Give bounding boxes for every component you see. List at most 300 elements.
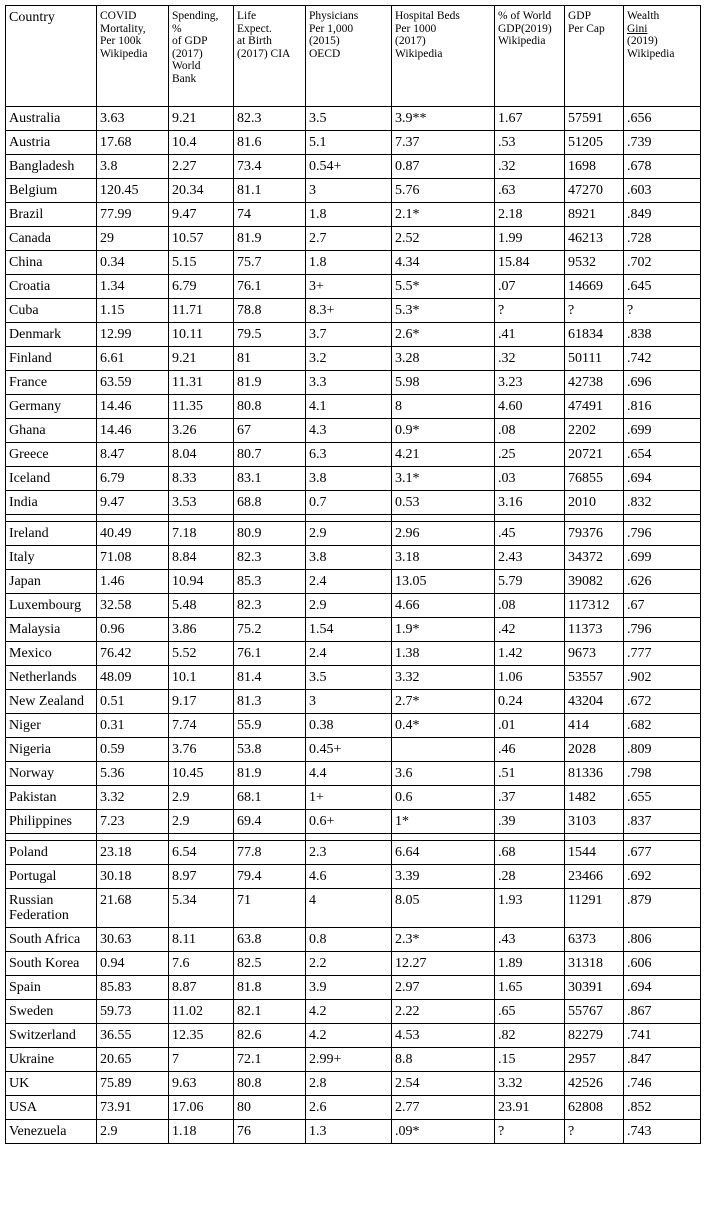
cell-gdp-per-capita: 42738: [565, 371, 624, 395]
cell-wealth-gini: .654: [624, 443, 701, 467]
cell-wealth-gini: .677: [624, 841, 701, 865]
cell-hospital-beds: 13.05: [392, 570, 495, 594]
cell-physicians: 4.3: [306, 419, 392, 443]
cell-life-expectancy: 82.3: [234, 107, 306, 131]
cell-life-expectancy: 80.7: [234, 443, 306, 467]
cell-world-gdp-share: 23.91: [495, 1096, 565, 1120]
cell-life-expectancy: 82.3: [234, 594, 306, 618]
cell-wealth-gini: .696: [624, 371, 701, 395]
cell-world-gdp-share: 0.24: [495, 690, 565, 714]
cell-gdp-per-capita: 11291: [565, 889, 624, 928]
cell-physicians: 0.45+: [306, 738, 392, 762]
table-row: [6, 227, 701, 251]
cell-life-expectancy: 81.9: [234, 762, 306, 786]
cell-physicians: 0.8: [306, 928, 392, 952]
cell-hospital-beds: 4.34: [392, 251, 495, 275]
cell-world-gdp-share: .46: [495, 738, 565, 762]
cell-hospital-beds: 3.18: [392, 546, 495, 570]
cell-life-expectancy: 76.1: [234, 642, 306, 666]
cell-hospital-beds: 0.6: [392, 786, 495, 810]
cell-covid-mortality: 0.94: [97, 952, 169, 976]
cell-country: Philippines: [6, 810, 97, 834]
cell-hospital-beds: 5.3*: [392, 299, 495, 323]
cell-physicians: 8.3+: [306, 299, 392, 323]
cell-covid-mortality: 0.34: [97, 251, 169, 275]
cell-covid-mortality: 0.59: [97, 738, 169, 762]
cell-world-gdp-share: .01: [495, 714, 565, 738]
cell-life-expectancy: 82.1: [234, 1000, 306, 1024]
table-row: [6, 1048, 701, 1072]
table-row: [6, 522, 701, 546]
cell-gdp-per-capita: 117312: [565, 594, 624, 618]
table-row: [6, 299, 701, 323]
cell-covid-mortality: 20.65: [97, 1048, 169, 1072]
cell-physicians: 4.1: [306, 395, 392, 419]
cell-wealth-gini: .692: [624, 865, 701, 889]
cell-hospital-beds: 2.22: [392, 1000, 495, 1024]
cell-covid-mortality: 14.46: [97, 419, 169, 443]
cell-wealth-gini: .879: [624, 889, 701, 928]
table-row: [6, 275, 701, 299]
cell-health-spending: 9.17: [169, 690, 234, 714]
cell-wealth-gini: .702: [624, 251, 701, 275]
cell-covid-mortality: 0.51: [97, 690, 169, 714]
cell-covid-mortality: 5.36: [97, 762, 169, 786]
cell-country: France: [6, 371, 97, 395]
cell-world-gdp-share: .32: [495, 155, 565, 179]
cell-world-gdp-share: 1.99: [495, 227, 565, 251]
cell-health-spending: 5.52: [169, 642, 234, 666]
table-row: [6, 976, 701, 1000]
table-row: [6, 570, 701, 594]
cell-country: Luxembourg: [6, 594, 97, 618]
table-row: [6, 203, 701, 227]
cell-country: Malaysia: [6, 618, 97, 642]
spacer-cell: [169, 834, 234, 841]
cell-wealth-gini: .645: [624, 275, 701, 299]
cell-health-spending: 5.34: [169, 889, 234, 928]
cell-gdp-per-capita: 34372: [565, 546, 624, 570]
table-row: [6, 690, 701, 714]
cell-life-expectancy: 82.5: [234, 952, 306, 976]
cell-gdp-per-capita: 9673: [565, 642, 624, 666]
cell-health-spending: 9.47: [169, 203, 234, 227]
cell-physicians: 0.38: [306, 714, 392, 738]
cell-hospital-beds: 0.87: [392, 155, 495, 179]
cell-life-expectancy: 81.3: [234, 690, 306, 714]
table-row: [6, 419, 701, 443]
cell-world-gdp-share: 3.32: [495, 1072, 565, 1096]
cell-physicians: 2.3: [306, 841, 392, 865]
cell-life-expectancy: 81.4: [234, 666, 306, 690]
cell-covid-mortality: 7.23: [97, 810, 169, 834]
cell-gdp-per-capita: 20721: [565, 443, 624, 467]
cell-life-expectancy: 79.5: [234, 323, 306, 347]
cell-physicians: 0.54+: [306, 155, 392, 179]
cell-hospital-beds: 8.8: [392, 1048, 495, 1072]
cell-life-expectancy: 53.8: [234, 738, 306, 762]
cell-physicians: 1.8: [306, 203, 392, 227]
cell-health-spending: 8.84: [169, 546, 234, 570]
cell-hospital-beds: 1.38: [392, 642, 495, 666]
cell-gdp-per-capita: 8921: [565, 203, 624, 227]
cell-hospital-beds: 2.7*: [392, 690, 495, 714]
table-row: [6, 952, 701, 976]
cell-physicians: 2.8: [306, 1072, 392, 1096]
spacer-cell: [169, 515, 234, 522]
spacer-row: [6, 515, 701, 522]
cell-gdp-per-capita: 3103: [565, 810, 624, 834]
cell-covid-mortality: 120.45: [97, 179, 169, 203]
cell-country: South Africa: [6, 928, 97, 952]
cell-life-expectancy: 78.8: [234, 299, 306, 323]
cell-gdp-per-capita: 82279: [565, 1024, 624, 1048]
cell-world-gdp-share: .53: [495, 131, 565, 155]
spacer-cell: [495, 515, 565, 522]
cell-country: Japan: [6, 570, 97, 594]
data-table-container: [5, 5, 700, 1144]
cell-world-gdp-share: 2.43: [495, 546, 565, 570]
cell-country: New Zealand: [6, 690, 97, 714]
cell-covid-mortality: 48.09: [97, 666, 169, 690]
cell-covid-mortality: 21.68: [97, 889, 169, 928]
header-country: Country: [6, 6, 97, 107]
cell-health-spending: 8.11: [169, 928, 234, 952]
cell-life-expectancy: 68.1: [234, 786, 306, 810]
cell-health-spending: 1.18: [169, 1120, 234, 1144]
table-row: [6, 1024, 701, 1048]
cell-gdp-per-capita: 50111: [565, 347, 624, 371]
cell-gdp-per-capita: 62808: [565, 1096, 624, 1120]
cell-hospital-beds: 3.28: [392, 347, 495, 371]
cell-health-spending: 10.4: [169, 131, 234, 155]
table-row: [6, 889, 701, 928]
table-row: [6, 347, 701, 371]
table-row: [6, 323, 701, 347]
cell-life-expectancy: 81: [234, 347, 306, 371]
table-row: [6, 714, 701, 738]
cell-physicians: 3.5: [306, 666, 392, 690]
cell-life-expectancy: 83.1: [234, 467, 306, 491]
cell-country: Pakistan: [6, 786, 97, 810]
cell-hospital-beds: 1*: [392, 810, 495, 834]
cell-wealth-gini: .728: [624, 227, 701, 251]
cell-health-spending: 7: [169, 1048, 234, 1072]
cell-gdp-per-capita: 31318: [565, 952, 624, 976]
cell-hospital-beds: 2.52: [392, 227, 495, 251]
cell-world-gdp-share: .41: [495, 323, 565, 347]
cell-physicians: 3.8: [306, 467, 392, 491]
cell-country: Brazil: [6, 203, 97, 227]
cell-physicians: 1.8: [306, 251, 392, 275]
cell-gdp-per-capita: 57591: [565, 107, 624, 131]
cell-country: Ireland: [6, 522, 97, 546]
cell-country: Germany: [6, 395, 97, 419]
table-row: [6, 467, 701, 491]
table-row: [6, 642, 701, 666]
table-row: [6, 738, 701, 762]
cell-covid-mortality: 1.46: [97, 570, 169, 594]
cell-gdp-per-capita: 6373: [565, 928, 624, 952]
cell-covid-mortality: 40.49: [97, 522, 169, 546]
cell-covid-mortality: 73.91: [97, 1096, 169, 1120]
cell-world-gdp-share: 2.18: [495, 203, 565, 227]
table-row: [6, 491, 701, 515]
cell-covid-mortality: 12.99: [97, 323, 169, 347]
cell-life-expectancy: 72.1: [234, 1048, 306, 1072]
cell-world-gdp-share: .08: [495, 594, 565, 618]
cell-wealth-gini: .672: [624, 690, 701, 714]
cell-hospital-beds: .09*: [392, 1120, 495, 1144]
cell-physicians: 5.1: [306, 131, 392, 155]
cell-health-spending: 8.97: [169, 865, 234, 889]
cell-physicians: 2.4: [306, 570, 392, 594]
cell-health-spending: 3.76: [169, 738, 234, 762]
cell-world-gdp-share: 1.65: [495, 976, 565, 1000]
cell-health-spending: 9.21: [169, 107, 234, 131]
cell-wealth-gini: .694: [624, 976, 701, 1000]
cell-wealth-gini: .838: [624, 323, 701, 347]
cell-covid-mortality: 30.18: [97, 865, 169, 889]
cell-health-spending: 11.71: [169, 299, 234, 323]
cell-covid-mortality: 1.15: [97, 299, 169, 323]
cell-life-expectancy: 67: [234, 419, 306, 443]
cell-wealth-gini: .682: [624, 714, 701, 738]
cell-hospital-beds: 2.77: [392, 1096, 495, 1120]
cell-gdp-per-capita: 14669: [565, 275, 624, 299]
cell-health-spending: 20.34: [169, 179, 234, 203]
cell-country: Croatia: [6, 275, 97, 299]
cell-wealth-gini: .655: [624, 786, 701, 810]
cell-wealth-gini: .656: [624, 107, 701, 131]
cell-life-expectancy: 81.6: [234, 131, 306, 155]
cell-covid-mortality: 6.79: [97, 467, 169, 491]
table-row: [6, 928, 701, 952]
cell-life-expectancy: 81.9: [234, 227, 306, 251]
cell-world-gdp-share: 1.42: [495, 642, 565, 666]
table-row: [6, 1072, 701, 1096]
cell-health-spending: 12.35: [169, 1024, 234, 1048]
cell-country: Ghana: [6, 419, 97, 443]
cell-country: Nigeria: [6, 738, 97, 762]
cell-gdp-per-capita: ?: [565, 1120, 624, 1144]
health-statistics-table: [5, 5, 701, 1144]
cell-country: South Korea: [6, 952, 97, 976]
cell-covid-mortality: 30.63: [97, 928, 169, 952]
cell-life-expectancy: 81.1: [234, 179, 306, 203]
cell-wealth-gini: .832: [624, 491, 701, 515]
cell-wealth-gini: .746: [624, 1072, 701, 1096]
cell-country: India: [6, 491, 97, 515]
cell-country: Poland: [6, 841, 97, 865]
cell-covid-mortality: 71.08: [97, 546, 169, 570]
cell-hospital-beds: 0.9*: [392, 419, 495, 443]
cell-wealth-gini: .796: [624, 522, 701, 546]
cell-country: Italy: [6, 546, 97, 570]
cell-life-expectancy: 76.1: [234, 275, 306, 299]
cell-hospital-beds: 12.27: [392, 952, 495, 976]
cell-life-expectancy: 80.8: [234, 1072, 306, 1096]
cell-health-spending: 7.6: [169, 952, 234, 976]
cell-world-gdp-share: 15.84: [495, 251, 565, 275]
cell-covid-mortality: 6.61: [97, 347, 169, 371]
cell-health-spending: 3.53: [169, 491, 234, 515]
cell-hospital-beds: 6.64: [392, 841, 495, 865]
cell-physicians: 3: [306, 690, 392, 714]
table-row: [6, 594, 701, 618]
cell-hospital-beds: 4.66: [392, 594, 495, 618]
cell-gdp-per-capita: 43204: [565, 690, 624, 714]
cell-country: Austria: [6, 131, 97, 155]
cell-life-expectancy: 77.8: [234, 841, 306, 865]
table-row: [6, 179, 701, 203]
cell-covid-mortality: 3.63: [97, 107, 169, 131]
cell-world-gdp-share: .32: [495, 347, 565, 371]
cell-physicians: 2.99+: [306, 1048, 392, 1072]
cell-physicians: 2.4: [306, 642, 392, 666]
cell-wealth-gini: .699: [624, 419, 701, 443]
spacer-cell: [97, 834, 169, 841]
cell-wealth-gini: .678: [624, 155, 701, 179]
cell-hospital-beds: 3.9**: [392, 107, 495, 131]
cell-hospital-beds: 5.98: [392, 371, 495, 395]
cell-gdp-per-capita: 55767: [565, 1000, 624, 1024]
cell-physicians: 6.3: [306, 443, 392, 467]
cell-hospital-beds: 3.1*: [392, 467, 495, 491]
cell-physicians: 2.6: [306, 1096, 392, 1120]
cell-country: Russian Federation: [6, 889, 97, 928]
header-row: [6, 6, 701, 107]
header-health-spending: Spending, % of GDP (2017) World Bank: [169, 6, 234, 107]
cell-wealth-gini: .606: [624, 952, 701, 976]
cell-gdp-per-capita: 23466: [565, 865, 624, 889]
cell-country: Iceland: [6, 467, 97, 491]
cell-world-gdp-share: .39: [495, 810, 565, 834]
table-row: [6, 443, 701, 467]
cell-country: Bangladesh: [6, 155, 97, 179]
cell-country: Norway: [6, 762, 97, 786]
table-row: [6, 107, 701, 131]
spacer-cell: [234, 515, 306, 522]
cell-life-expectancy: 74: [234, 203, 306, 227]
cell-country: Belgium: [6, 179, 97, 203]
cell-gdp-per-capita: 9532: [565, 251, 624, 275]
spacer-cell: [6, 515, 97, 522]
header-life-expectancy: Life Expect. at Birth (2017) CIA: [234, 6, 306, 107]
cell-gdp-per-capita: 1482: [565, 786, 624, 810]
header-physicians: Physicians Per 1,000 (2015) OECD: [306, 6, 392, 107]
cell-health-spending: 11.31: [169, 371, 234, 395]
cell-country: UK: [6, 1072, 97, 1096]
spacer-cell: [97, 515, 169, 522]
cell-world-gdp-share: .15: [495, 1048, 565, 1072]
table-row: [6, 810, 701, 834]
cell-world-gdp-share: .07: [495, 275, 565, 299]
cell-life-expectancy: 76: [234, 1120, 306, 1144]
cell-world-gdp-share: .45: [495, 522, 565, 546]
cell-world-gdp-share: 3.23: [495, 371, 565, 395]
cell-gdp-per-capita: 30391: [565, 976, 624, 1000]
cell-gdp-per-capita: 81336: [565, 762, 624, 786]
cell-health-spending: 7.18: [169, 522, 234, 546]
cell-wealth-gini: .852: [624, 1096, 701, 1120]
cell-life-expectancy: 80: [234, 1096, 306, 1120]
cell-life-expectancy: 71: [234, 889, 306, 928]
cell-gdp-per-capita: 79376: [565, 522, 624, 546]
table-row: [6, 666, 701, 690]
cell-country: Ukraine: [6, 1048, 97, 1072]
table-row: [6, 395, 701, 419]
spacer-cell: [306, 834, 392, 841]
cell-wealth-gini: .816: [624, 395, 701, 419]
cell-life-expectancy: 75.7: [234, 251, 306, 275]
cell-hospital-beds: 0.53: [392, 491, 495, 515]
cell-health-spending: 10.1: [169, 666, 234, 690]
cell-world-gdp-share: 1.93: [495, 889, 565, 928]
cell-wealth-gini: .67: [624, 594, 701, 618]
cell-physicians: 3.7: [306, 323, 392, 347]
cell-hospital-beds: 5.5*: [392, 275, 495, 299]
cell-hospital-beds: 3.39: [392, 865, 495, 889]
cell-hospital-beds: 2.96: [392, 522, 495, 546]
cell-covid-mortality: 0.31: [97, 714, 169, 738]
cell-physicians: 3.3: [306, 371, 392, 395]
table-row: [6, 618, 701, 642]
cell-wealth-gini: .847: [624, 1048, 701, 1072]
cell-world-gdp-share: .43: [495, 928, 565, 952]
cell-world-gdp-share: .03: [495, 467, 565, 491]
cell-life-expectancy: 81.8: [234, 976, 306, 1000]
cell-physicians: 2.9: [306, 522, 392, 546]
cell-hospital-beds: 0.4*: [392, 714, 495, 738]
cell-gdp-per-capita: 2010: [565, 491, 624, 515]
cell-world-gdp-share: .51: [495, 762, 565, 786]
cell-world-gdp-share: 4.60: [495, 395, 565, 419]
table-row: [6, 1096, 701, 1120]
spacer-cell: [306, 515, 392, 522]
cell-world-gdp-share: ?: [495, 299, 565, 323]
cell-country: Finland: [6, 347, 97, 371]
cell-wealth-gini: .777: [624, 642, 701, 666]
cell-health-spending: 2.9: [169, 786, 234, 810]
cell-hospital-beds: 4.53: [392, 1024, 495, 1048]
cell-life-expectancy: 69.4: [234, 810, 306, 834]
cell-country: Australia: [6, 107, 97, 131]
cell-health-spending: 9.63: [169, 1072, 234, 1096]
cell-gdp-per-capita: 2028: [565, 738, 624, 762]
cell-covid-mortality: 32.58: [97, 594, 169, 618]
cell-country: Netherlands: [6, 666, 97, 690]
cell-world-gdp-share: .37: [495, 786, 565, 810]
cell-world-gdp-share: .65: [495, 1000, 565, 1024]
cell-wealth-gini: .694: [624, 467, 701, 491]
cell-hospital-beds: [392, 738, 495, 762]
cell-wealth-gini: ?: [624, 299, 701, 323]
cell-covid-mortality: 8.47: [97, 443, 169, 467]
cell-health-spending: 3.26: [169, 419, 234, 443]
table-row: [6, 841, 701, 865]
cell-gdp-per-capita: 414: [565, 714, 624, 738]
cell-physicians: 4.4: [306, 762, 392, 786]
cell-covid-mortality: 9.47: [97, 491, 169, 515]
cell-gdp-per-capita: 61834: [565, 323, 624, 347]
spacer-cell: [234, 834, 306, 841]
cell-wealth-gini: .809: [624, 738, 701, 762]
table-row: [6, 1120, 701, 1144]
cell-physicians: 1+: [306, 786, 392, 810]
cell-gdp-per-capita: 11373: [565, 618, 624, 642]
cell-health-spending: 10.45: [169, 762, 234, 786]
